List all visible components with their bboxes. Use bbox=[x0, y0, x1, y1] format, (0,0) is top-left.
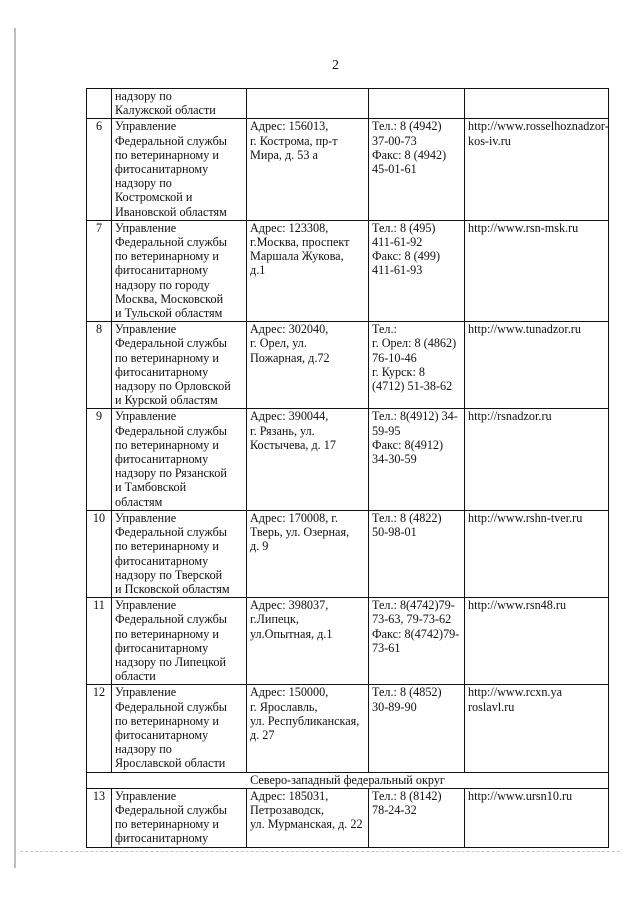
cell-address bbox=[247, 510, 369, 597]
row-number: 11 bbox=[93, 598, 105, 613]
website-link[interactable]: http://www.ursn10.ru bbox=[468, 788, 573, 803]
addr-text: Адрес: 398037, г.Липецк, ул.Опытная, д.1 bbox=[250, 598, 333, 641]
page-number: 2 bbox=[332, 58, 339, 73]
name-text: Управление Федеральной службы по ветеринарному и фитосанитарному надзору по Тверской и Псковской областям bbox=[115, 510, 230, 596]
name-text: Управление Федеральной службы по ветеринарному и фитосанитарному надзору по Рязанской и Тамбовской областям bbox=[115, 409, 227, 509]
cell-number bbox=[87, 220, 112, 321]
row-number: 8 bbox=[95, 322, 103, 337]
name-text: надзору по Калужской области bbox=[115, 89, 216, 118]
cell-phone bbox=[369, 510, 465, 597]
cell-name bbox=[112, 510, 247, 597]
tel-text: Тел.: 8 (495) 411-61-92 Факс: 8 (499) 411-61-93 bbox=[372, 220, 441, 278]
cell-address bbox=[247, 119, 369, 220]
page-binding-edge bbox=[14, 28, 16, 868]
table-row bbox=[87, 685, 609, 772]
row-number: 7 bbox=[95, 220, 103, 235]
cell-address bbox=[247, 409, 369, 510]
row-number: 6 bbox=[95, 119, 103, 134]
addr-text: Адрес: 150000, г. Ярославль, ул. Республиканская, д. 27 bbox=[250, 685, 360, 742]
table-row bbox=[87, 119, 609, 220]
cell-name bbox=[112, 119, 247, 220]
cell-number bbox=[87, 510, 112, 597]
tel-text: Тел.: 8 (8142) 78-24-32 bbox=[372, 788, 442, 817]
table-row bbox=[87, 510, 609, 597]
cell-name bbox=[112, 220, 247, 321]
cell-phone bbox=[369, 89, 465, 119]
cell-address bbox=[247, 220, 369, 321]
table-row-continuation bbox=[87, 89, 609, 119]
cell-phone bbox=[369, 220, 465, 321]
cell-website bbox=[465, 220, 609, 321]
addr-text: Адрес: 123308, г.Москва, проспект Маршала Жукова, д.1 bbox=[250, 220, 350, 278]
table-row bbox=[87, 322, 609, 409]
cell-name bbox=[112, 409, 247, 510]
tel-text: Тел.: г. Орел: 8 (4862) 76-10-46 г. Курск: 8 (4712) 51-38-62 bbox=[372, 322, 457, 394]
tel-text: Тел.: 8(4912) 34- 59-95 Факс: 8(4912) 34-30-59 bbox=[372, 409, 458, 467]
addr-text: Адрес: 390044, г. Рязань, ул. Костычева, д. 17 bbox=[250, 409, 336, 452]
cell-phone bbox=[369, 685, 465, 772]
name-text: Управление Федеральной службы по ветеринарному и фитосанитарному надзору по Липецкой области bbox=[115, 598, 227, 684]
cell-website bbox=[465, 510, 609, 597]
website-link[interactable]: http://www.rcxn.ya roslavl.ru bbox=[468, 685, 562, 714]
addr-text: Адрес: 156013, г. Кострома, пр-т Мира, д. 53 а bbox=[250, 119, 338, 162]
cell-address bbox=[247, 598, 369, 685]
cell-website bbox=[465, 119, 609, 220]
website-link[interactable]: http://www.rshn-tver.ru bbox=[468, 510, 583, 525]
cell-name bbox=[112, 598, 247, 685]
cell-phone bbox=[369, 322, 465, 409]
tel-text: Тел.: 8 (4822) 50-98-01 bbox=[372, 510, 442, 540]
cell-website bbox=[465, 322, 609, 409]
name-text: Управление Федеральной службы по ветеринарному и фитосанитарному надзору по Костромской и Ивановской областям bbox=[115, 119, 227, 219]
cell-website bbox=[465, 598, 609, 685]
tel-text: Тел.: 8 (4852) 30-89-90 bbox=[372, 685, 442, 714]
name-text: Управление Федеральной службы по ветеринарному и фитосанитарному надзору по Орловской и Курской областям bbox=[115, 322, 231, 408]
cell-number bbox=[87, 409, 112, 510]
website-link[interactable]: http://www.rsn48.ru bbox=[468, 598, 567, 613]
cell-phone bbox=[369, 788, 465, 847]
scan-artifact-line bbox=[20, 851, 620, 852]
cell-website bbox=[465, 685, 609, 772]
cell-number bbox=[87, 788, 112, 847]
district-header-row bbox=[87, 772, 609, 788]
cell-name bbox=[112, 788, 247, 847]
table-row bbox=[87, 598, 609, 685]
website-link[interactable]: http://www.rsn-msk.ru bbox=[468, 220, 579, 235]
website-link[interactable]: http://www.tunadzor.ru bbox=[468, 322, 581, 337]
cell-number bbox=[87, 322, 112, 409]
tel-text: Тел.: 8(4742)79- 73-63, 79-73-62 Факс: 8(4742)79- 73-61 bbox=[372, 598, 460, 655]
table-row bbox=[87, 788, 609, 847]
table-row bbox=[87, 220, 609, 321]
website-link[interactable]: http://www.rosselhoznadzor-kos-iv.ru bbox=[468, 119, 609, 148]
district-label: Северо-западный федеральный округ bbox=[87, 772, 609, 788]
row-number: 12 bbox=[92, 685, 106, 700]
cell-address bbox=[247, 322, 369, 409]
website-link[interactable]: http://rsnadzor.ru bbox=[468, 409, 552, 424]
cell-number bbox=[87, 89, 112, 119]
cell-address bbox=[247, 685, 369, 772]
cell-name bbox=[112, 89, 247, 119]
authorities-table bbox=[86, 88, 609, 848]
cell-address bbox=[247, 89, 369, 119]
table-row bbox=[87, 409, 609, 510]
tel-text: Тел.: 8 (4942) 37-00-73 Факс: 8 (4942) 45-01-61 bbox=[372, 119, 447, 177]
cell-phone bbox=[369, 598, 465, 685]
cell-phone bbox=[369, 409, 465, 510]
cell-number bbox=[87, 119, 112, 220]
row-number: 10 bbox=[92, 510, 106, 525]
addr-text: Адрес: 185031, Петрозаводск, ул. Мурманская, д. 22 bbox=[250, 788, 363, 832]
cell-website bbox=[465, 788, 609, 847]
cell-name bbox=[112, 685, 247, 772]
addr-text: Адрес: 170008, г. Тверь, ул. Озерная, д. 9 bbox=[250, 510, 350, 554]
cell-name bbox=[112, 322, 247, 409]
row-number: 13 bbox=[92, 788, 106, 803]
addr-text: Адрес: 302040, г. Орел, ул. Пожарная, д.72 bbox=[250, 322, 330, 365]
cell-phone bbox=[369, 119, 465, 220]
name-text: Управление Федеральной службы по ветеринарному и фитосанитарному надзору по Ярославской области bbox=[115, 685, 227, 771]
cell-address bbox=[247, 788, 369, 847]
name-text: Управление Федеральной службы по ветеринарному и фитосанитарному bbox=[115, 788, 227, 846]
cell-number bbox=[87, 685, 112, 772]
cell-website bbox=[465, 409, 609, 510]
cell-number bbox=[87, 598, 112, 685]
row-number: 9 bbox=[95, 409, 103, 424]
name-text: Управление Федеральной службы по ветеринарному и фитосанитарному надзору по городу Москва, Московской и Тульской областям bbox=[115, 220, 227, 321]
cell-website bbox=[465, 89, 609, 119]
